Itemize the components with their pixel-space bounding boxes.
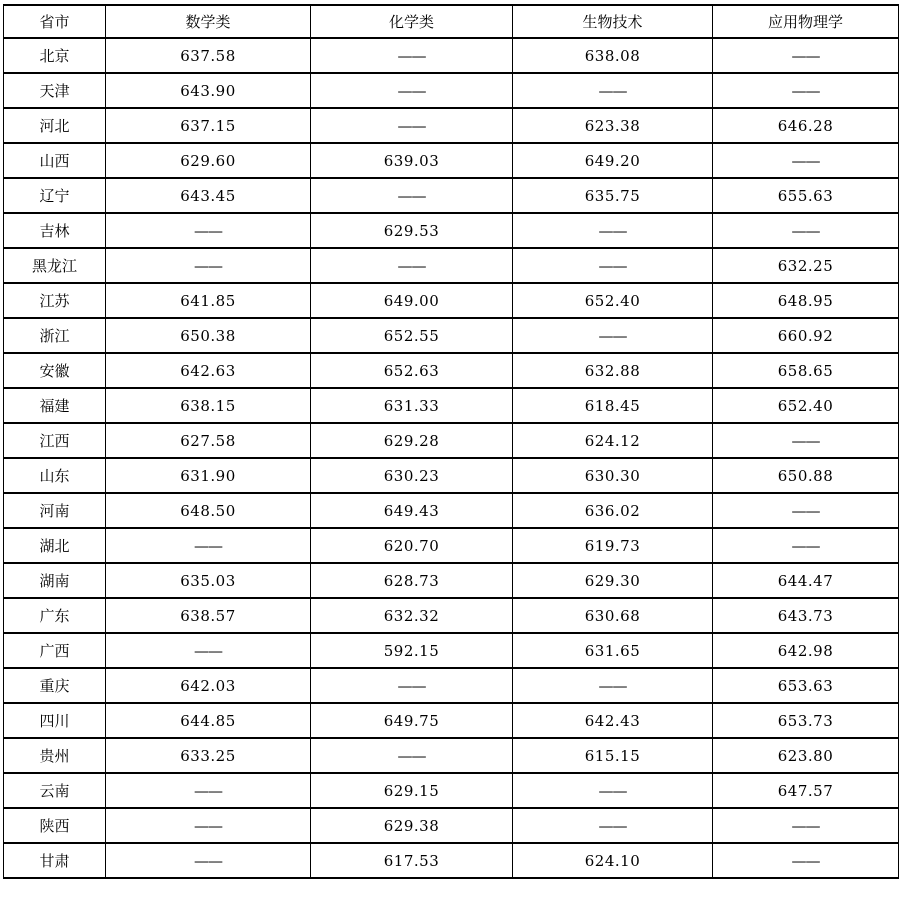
empty-score-cell: —— [513,213,713,248]
empty-score-cell: —— [311,668,513,703]
score-cell: 642.98 [713,633,899,668]
score-cell: 646.28 [713,108,899,143]
empty-score-cell: —— [513,73,713,108]
score-cell: 615.15 [513,738,713,773]
score-cell: 649.75 [311,703,513,738]
score-cell: 644.85 [106,703,311,738]
score-cell: 619.73 [513,528,713,563]
score-cell: 629.15 [311,773,513,808]
empty-score-cell: —— [713,213,899,248]
empty-score-cell: —— [713,843,899,878]
table-row [4,738,899,773]
score-cell: 623.80 [713,738,899,773]
score-cell: 643.45 [106,178,311,213]
province-cell: 黑龙江 [4,248,106,283]
score-cell: 647.57 [713,773,899,808]
score-cell: 655.63 [713,178,899,213]
province-cell: 北京 [4,38,106,73]
score-cell: 629.53 [311,213,513,248]
table-row [4,178,899,213]
score-cell: 652.55 [311,318,513,353]
table-row [4,38,899,73]
empty-score-cell: —— [106,773,311,808]
table-row [4,283,899,318]
score-cell: 632.32 [311,598,513,633]
province-cell: 河南 [4,493,106,528]
score-cell: 638.08 [513,38,713,73]
column-header-applied-physics: 应用物理学 [713,5,899,38]
score-cell: 649.43 [311,493,513,528]
province-cell: 广西 [4,633,106,668]
score-cell: 629.28 [311,423,513,458]
score-cell: 629.30 [513,563,713,598]
column-header-biotech: 生物技术 [513,5,713,38]
score-cell: 629.60 [106,143,311,178]
empty-score-cell: —— [106,528,311,563]
score-cell: 624.10 [513,843,713,878]
province-cell: 贵州 [4,738,106,773]
score-cell: 643.73 [713,598,899,633]
empty-score-cell: —— [311,248,513,283]
empty-score-cell: —— [713,423,899,458]
score-cell: 635.75 [513,178,713,213]
score-cell: 633.25 [106,738,311,773]
table-row [4,388,899,423]
score-cell: 630.68 [513,598,713,633]
score-cell: 630.30 [513,458,713,493]
table-body [4,38,899,878]
province-cell: 浙江 [4,318,106,353]
empty-score-cell: —— [713,143,899,178]
province-cell: 安徽 [4,353,106,388]
score-cell: 636.02 [513,493,713,528]
score-cell: 620.70 [311,528,513,563]
score-cell: 649.20 [513,143,713,178]
table-row [4,318,899,353]
empty-score-cell: —— [311,108,513,143]
column-header-province: 省市 [4,5,106,38]
empty-score-cell: —— [106,808,311,843]
score-cell: 652.40 [513,283,713,318]
score-cell: 648.50 [106,493,311,528]
province-cell: 湖南 [4,563,106,598]
score-cell: 648.95 [713,283,899,318]
table-row [4,703,899,738]
score-cell: 652.63 [311,353,513,388]
province-cell: 云南 [4,773,106,808]
score-cell: 642.63 [106,353,311,388]
score-cell: 652.40 [713,388,899,423]
score-cell: 641.85 [106,283,311,318]
province-cell: 广东 [4,598,106,633]
empty-score-cell: —— [311,738,513,773]
empty-score-cell: —— [311,178,513,213]
score-cell: 592.15 [311,633,513,668]
table-row [4,353,899,388]
score-cell: 631.33 [311,388,513,423]
score-cell: 637.15 [106,108,311,143]
province-cell: 河北 [4,108,106,143]
empty-score-cell: —— [713,528,899,563]
score-cell: 653.73 [713,703,899,738]
score-cell: 631.65 [513,633,713,668]
empty-score-cell: —— [311,73,513,108]
empty-score-cell: —— [713,808,899,843]
province-cell: 山西 [4,143,106,178]
score-cell: 638.15 [106,388,311,423]
table-row [4,808,899,843]
table-row [4,563,899,598]
score-cell: 642.03 [106,668,311,703]
score-cell: 660.92 [713,318,899,353]
province-cell: 江苏 [4,283,106,318]
score-cell: 653.63 [713,668,899,703]
table-row [4,73,899,108]
score-cell: 637.58 [106,38,311,73]
province-cell: 陕西 [4,808,106,843]
empty-score-cell: —— [106,843,311,878]
score-cell: 642.43 [513,703,713,738]
empty-score-cell: —— [713,493,899,528]
empty-score-cell: —— [513,773,713,808]
score-cell: 650.38 [106,318,311,353]
empty-score-cell: —— [713,38,899,73]
score-cell: 623.38 [513,108,713,143]
score-cell: 644.47 [713,563,899,598]
empty-score-cell: —— [713,73,899,108]
score-cell: 629.38 [311,808,513,843]
column-header-math: 数学类 [106,5,311,38]
empty-score-cell: —— [106,248,311,283]
table-row [4,458,899,493]
admission-score-table [3,4,899,879]
empty-score-cell: —— [513,808,713,843]
table-row [4,598,899,633]
score-cell: 635.03 [106,563,311,598]
table-row [4,108,899,143]
score-cell: 658.65 [713,353,899,388]
column-header-chemistry: 化学类 [311,5,513,38]
score-cell: 638.57 [106,598,311,633]
score-cell: 624.12 [513,423,713,458]
score-cell: 631.90 [106,458,311,493]
province-cell: 江西 [4,423,106,458]
province-cell: 山东 [4,458,106,493]
score-cell: 639.03 [311,143,513,178]
province-cell: 辽宁 [4,178,106,213]
table-row [4,843,899,878]
province-cell: 福建 [4,388,106,423]
empty-score-cell: —— [513,318,713,353]
table-row [4,143,899,178]
score-cell: 643.90 [106,73,311,108]
table-row [4,213,899,248]
score-cell: 630.23 [311,458,513,493]
empty-score-cell: —— [106,213,311,248]
table-row [4,423,899,458]
score-cell: 650.88 [713,458,899,493]
score-cell: 627.58 [106,423,311,458]
table-row [4,668,899,703]
province-cell: 甘肃 [4,843,106,878]
table-row [4,528,899,563]
empty-score-cell: —— [311,38,513,73]
table-row [4,248,899,283]
score-cell: 632.25 [713,248,899,283]
score-cell: 628.73 [311,563,513,598]
table-row [4,773,899,808]
province-cell: 天津 [4,73,106,108]
province-cell: 湖北 [4,528,106,563]
table-header-row [4,5,899,38]
province-cell: 重庆 [4,668,106,703]
province-cell: 吉林 [4,213,106,248]
empty-score-cell: —— [106,633,311,668]
score-cell: 617.53 [311,843,513,878]
province-cell: 四川 [4,703,106,738]
table-row [4,493,899,528]
table-row [4,633,899,668]
score-cell: 632.88 [513,353,713,388]
empty-score-cell: —— [513,248,713,283]
score-cell: 649.00 [311,283,513,318]
empty-score-cell: —— [513,668,713,703]
score-cell: 618.45 [513,388,713,423]
